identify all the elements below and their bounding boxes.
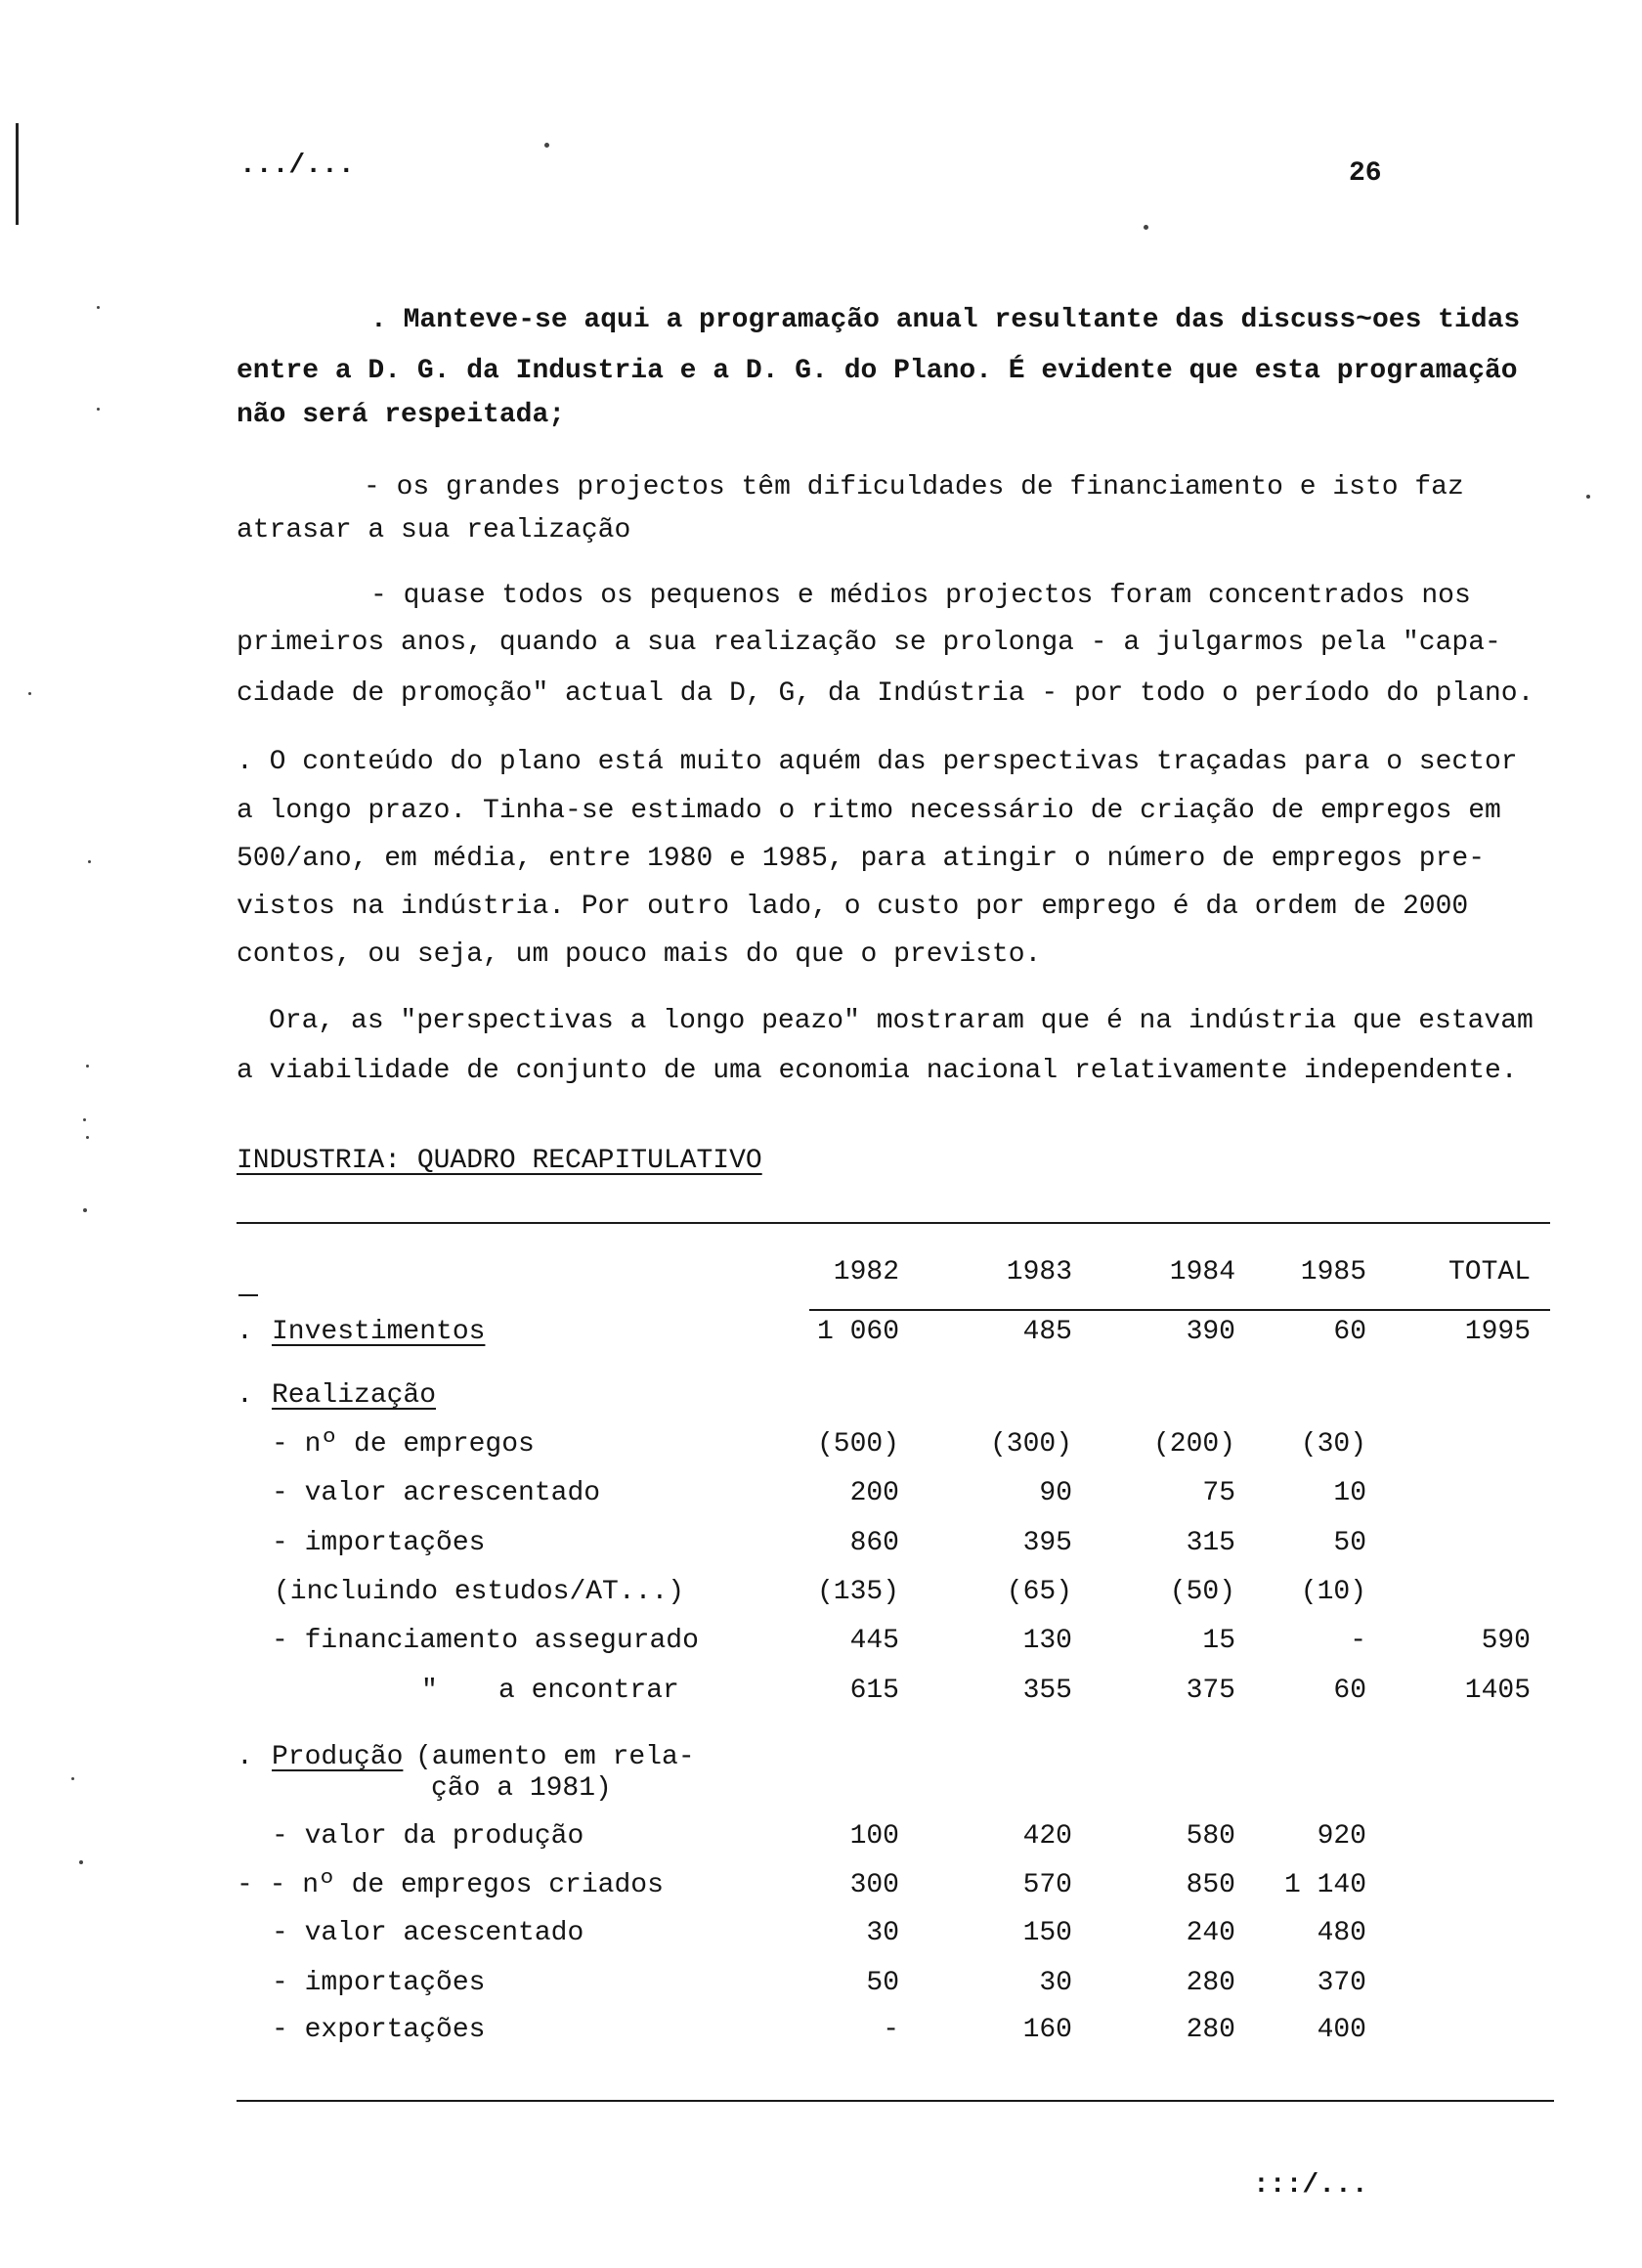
body-line: não será respeitada; (237, 400, 566, 430)
cell: 160 (1022, 2015, 1072, 2045)
cell: 370 (1317, 1968, 1366, 1998)
cell: 1 060 (816, 1317, 899, 1347)
scan-speck (83, 1208, 87, 1212)
cell: 375 (1186, 1676, 1235, 1706)
body-line: . Manteve-se aqui a programação anual resultante das discuss~oes tidas (370, 305, 1521, 335)
cell: - (1350, 1626, 1366, 1656)
cell: 1 140 (1283, 1870, 1366, 1900)
cell: 60 (1333, 1317, 1366, 1347)
cell: 355 (1022, 1676, 1072, 1706)
column-header: 1982 (833, 1257, 899, 1287)
cell: 850 (1186, 1870, 1235, 1900)
scan-speck (88, 860, 91, 863)
body-line: . O conteúdo do plano está muito aquém das perspectivas traçadas para o sector (237, 747, 1518, 777)
cell: 445 (849, 1626, 899, 1656)
row-label: - valor acrescentado (272, 1478, 601, 1508)
column-header: 1984 (1169, 1257, 1235, 1287)
row-label: - - nº de empregos criados (237, 1870, 664, 1900)
continuation-mark-footer: :::/... (1253, 2170, 1368, 2201)
table-row (0, 2013, 1642, 2048)
cell: 280 (1186, 2015, 1235, 2045)
row-label: - valor da produção (272, 1821, 584, 1852)
body-line: - quase todos os pequenos e médios projectos foram concentrados nos (370, 581, 1471, 611)
column-header: 1983 (1006, 1257, 1072, 1287)
body-line: primeiros anos, quando a sua realização se prolonga - a julgarmos pela "capa- (237, 628, 1501, 658)
cell: 570 (1022, 1870, 1072, 1900)
table-row-continuation (0, 1771, 1642, 1807)
cell: 920 (1317, 1821, 1366, 1852)
scan-margin-line (16, 123, 19, 225)
body-line: - os grandes projectos têm dificuldades de financiamento e isto faz (364, 472, 1464, 502)
table-header-row (0, 1255, 1642, 1290)
table-top-rule (237, 1222, 1550, 1224)
cell: (500) (816, 1429, 899, 1460)
cell: 50 (1333, 1528, 1366, 1558)
body-line: a viabilidade de conjunto de uma economia nacional relativamente independente. (237, 1056, 1518, 1086)
scan-speck (1586, 495, 1590, 499)
row-bullet: . (237, 1742, 253, 1772)
cell: 130 (1022, 1626, 1072, 1656)
row-label: - importações (272, 1968, 486, 1998)
ditto-mark: " (421, 1676, 438, 1706)
scan-speck (97, 408, 100, 411)
row-label: - valor acescentado (272, 1918, 584, 1948)
body-line: Ora, as "perspectivas a longo peazo" mostraram que é na indústria que estavam (269, 1006, 1534, 1036)
table-row (0, 1819, 1642, 1854)
table-row (0, 1476, 1642, 1511)
cell: 30 (866, 1918, 899, 1948)
cell: 485 (1022, 1317, 1072, 1347)
row-note: (aumento em rela- (415, 1742, 695, 1772)
cell: 240 (1186, 1918, 1235, 1948)
scan-speck (544, 143, 549, 148)
cell: 420 (1022, 1821, 1072, 1852)
page-number: 26 (1349, 158, 1382, 189)
row-bullet: . (237, 1317, 253, 1347)
cell: (200) (1152, 1429, 1235, 1460)
body-line: entre a D. G. da Industria e a D. G. do Plano. É evidente que esta programação (237, 356, 1518, 386)
row-label: Produção (272, 1742, 404, 1772)
body-line: 500/ano, em média, entre 1980 e 1985, para atingir o número de empregos pre- (237, 844, 1486, 874)
table-row (0, 1624, 1642, 1659)
cell: 480 (1317, 1918, 1366, 1948)
cell: 615 (849, 1676, 899, 1706)
scan-speck (83, 1118, 86, 1121)
column-header: 1985 (1300, 1257, 1366, 1287)
cell: 100 (849, 1821, 899, 1852)
cell: 395 (1022, 1528, 1072, 1558)
table-row (0, 1868, 1642, 1903)
row-label: a encontrar (498, 1676, 679, 1706)
scan-speck (1144, 225, 1148, 230)
scan-speck (97, 306, 100, 309)
table-row (0, 1315, 1642, 1350)
cell: 300 (849, 1870, 899, 1900)
table-row (0, 1740, 1642, 1775)
table-row (0, 1378, 1642, 1414)
cell: (300) (989, 1429, 1072, 1460)
cell: (30) (1300, 1429, 1366, 1460)
scan-speck (86, 1136, 89, 1139)
cell: (10) (1300, 1577, 1366, 1607)
row-label: Realização (272, 1380, 437, 1411)
body-line: a longo prazo. Tinha-se estimado o ritmo necessário de criação de empregos em (237, 796, 1501, 826)
table-row (0, 1427, 1642, 1462)
column-header: TOTAL (1448, 1257, 1531, 1287)
cell: 15 (1202, 1626, 1235, 1656)
body-line: contos, ou seja, um pouco mais do que o previsto. (237, 939, 1042, 970)
row-label: Investimentos (272, 1317, 486, 1347)
cell: 390 (1186, 1317, 1235, 1347)
cell: 1995 (1464, 1317, 1531, 1347)
scan-speck (86, 1065, 89, 1068)
row-label: - importações (272, 1528, 486, 1558)
cell: 315 (1186, 1528, 1235, 1558)
table-header-rule (809, 1309, 1550, 1311)
cell: 10 (1333, 1478, 1366, 1508)
scan-speck (79, 1860, 83, 1864)
table-bottom-rule (237, 2100, 1554, 2102)
cell: 30 (1039, 1968, 1072, 1998)
body-line: atrasar a sua realização (237, 515, 631, 545)
cell: 1405 (1464, 1676, 1531, 1706)
body-line: cidade de promoção" actual da D, G, da Indústria - por todo o período do plano. (237, 678, 1534, 709)
cell: 50 (866, 1968, 899, 1998)
row-label: - nº de empregos (272, 1429, 535, 1460)
cell: 90 (1039, 1478, 1072, 1508)
row-label: (incluindo estudos/AT...) (274, 1577, 685, 1607)
table-row (0, 1674, 1642, 1709)
body-line: vistos na indústria. Por outro lado, o custo por emprego é da ordem de 2000 (237, 892, 1469, 922)
cell: 280 (1186, 1968, 1235, 1998)
cell: 580 (1186, 1821, 1235, 1852)
cell: - (883, 2015, 899, 2045)
row-bullet: . (237, 1380, 253, 1411)
stub-dash (238, 1294, 258, 1296)
continuation-mark: .../... (239, 151, 355, 181)
cell: 400 (1317, 2015, 1366, 2045)
cell: (135) (816, 1577, 899, 1607)
table-row (0, 1575, 1642, 1610)
row-note: ção a 1981) (431, 1773, 612, 1804)
cell: 150 (1022, 1918, 1072, 1948)
table-row (0, 1966, 1642, 2001)
table-row (0, 1916, 1642, 1951)
scan-speck (28, 692, 31, 695)
cell: 590 (1481, 1626, 1531, 1656)
cell: (65) (1006, 1577, 1072, 1607)
cell: 860 (849, 1528, 899, 1558)
row-label: - financiamento assegurado (272, 1626, 699, 1656)
cell: 200 (849, 1478, 899, 1508)
table-title: INDUSTRIA: QUADRO RECAPITULATIVO (237, 1146, 762, 1176)
row-label: - exportações (272, 2015, 486, 2045)
table-row (0, 1526, 1642, 1561)
cell: 60 (1333, 1676, 1366, 1706)
cell: 75 (1202, 1478, 1235, 1508)
cell: (50) (1169, 1577, 1235, 1607)
